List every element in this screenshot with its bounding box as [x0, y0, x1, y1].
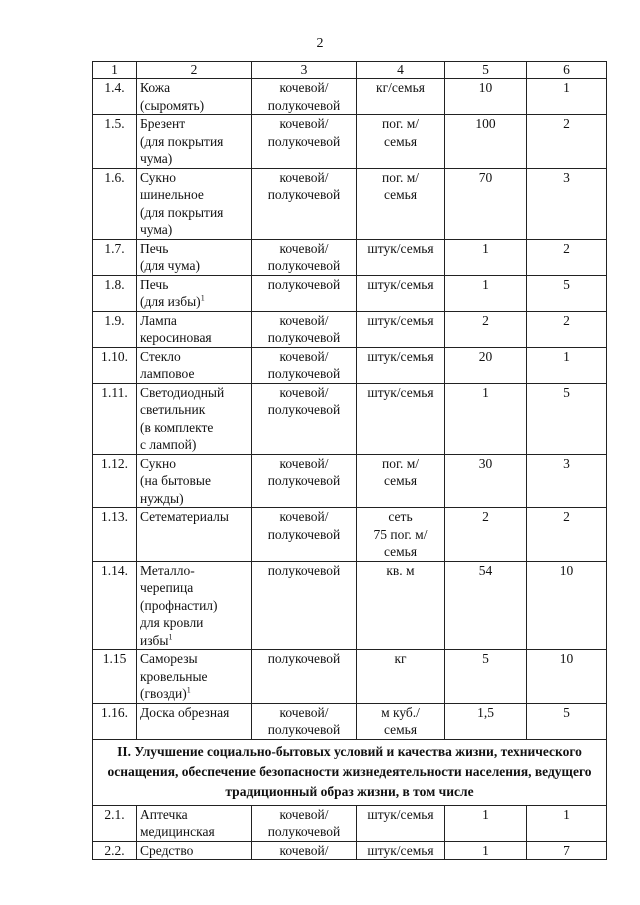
term-cell: 1 [527, 79, 607, 115]
lifestyle-type-cell [252, 561, 357, 650]
name-text: Аптечка [140, 806, 188, 822]
item-number-cell: 1.15 [93, 650, 137, 704]
quantity-cell: 54 [445, 561, 527, 650]
section-heading: II. Улучшение социально-бытовых условий и качества жизни, технического оснащения, обеспечение безопасности жизнедеятельности населения, ведущего традиционный образ жизни, в том числе [93, 739, 607, 805]
table-header-row [93, 62, 607, 79]
table-row [93, 168, 607, 239]
lifestyle-type-cell [252, 239, 357, 275]
term-cell: 1 [527, 805, 607, 841]
unit-line [360, 312, 441, 330]
unit-text: штук/семья [367, 806, 434, 822]
name-line [140, 685, 248, 703]
type-line [255, 79, 353, 97]
table-row [93, 311, 607, 347]
name-line [140, 312, 248, 330]
name-line [140, 97, 248, 115]
unit-line [360, 186, 441, 204]
page-number: 2 [316, 36, 324, 51]
lifestyle-type-cell [252, 79, 357, 115]
name-line [140, 508, 248, 526]
name-line [140, 842, 248, 860]
name-text: Сетематериалы [140, 509, 229, 524]
name-text: (для покрытия [140, 204, 224, 220]
item-name-cell [137, 275, 252, 311]
quantity-cell: 20 [445, 347, 527, 383]
lifestyle-type-cell [252, 454, 357, 508]
type-text: полукочевой [267, 276, 341, 292]
item-number-cell: 1.14. [93, 561, 137, 650]
type-text: полукочевой [267, 258, 341, 273]
item-number-cell: 1.13. [93, 508, 137, 562]
item-number-cell: 1.5. [93, 115, 137, 169]
header-cell: 6 [527, 62, 607, 79]
unit-text: семья [383, 187, 418, 202]
table-row [93, 275, 607, 311]
quantity-cell: 2 [445, 311, 527, 347]
quantity-cell: 1,5 [445, 703, 527, 739]
type-text: кочевой/ [279, 704, 329, 720]
name-line [140, 614, 248, 632]
type-line [255, 562, 353, 580]
unit-line [360, 721, 441, 739]
term-cell: 5 [527, 703, 607, 739]
term-cell: 1 [527, 347, 607, 383]
unit-text: штук/семья [367, 276, 434, 292]
term-cell: 2 [527, 115, 607, 169]
name-line [140, 240, 248, 258]
unit-line [360, 348, 441, 366]
name-text: (на бытовые [140, 473, 211, 488]
type-line [255, 133, 353, 151]
item-number-cell: 1.8. [93, 275, 137, 311]
table-row [93, 239, 607, 275]
name-text: Печь [140, 240, 169, 256]
item-name-cell [137, 650, 252, 704]
name-line [140, 597, 248, 615]
name-line [140, 348, 248, 366]
quantity-cell: 30 [445, 454, 527, 508]
quantity-cell: 1 [445, 805, 527, 841]
name-line [140, 221, 248, 239]
item-name-cell [137, 239, 252, 275]
name-line [140, 401, 248, 419]
unit-text: пог. м/ [381, 116, 420, 131]
item-name-cell [137, 168, 252, 239]
item-name-cell [137, 311, 252, 347]
type-line [255, 312, 353, 330]
lifestyle-type-cell [252, 805, 357, 841]
unit-cell [357, 168, 445, 239]
type-line [255, 842, 353, 860]
type-line [255, 384, 353, 402]
name-text: (сыромять) [140, 97, 205, 113]
table-row [93, 115, 607, 169]
item-number-cell: 1.9. [93, 311, 137, 347]
name-line [140, 257, 248, 275]
header-cell: 4 [357, 62, 445, 79]
type-text: полукочевой [267, 187, 341, 202]
name-text: светильник [140, 402, 206, 417]
unit-cell [357, 347, 445, 383]
unit-text: семья [383, 473, 418, 488]
name-line [140, 668, 248, 686]
type-line [255, 97, 353, 115]
unit-cell [357, 454, 445, 508]
footnote-mark: 1 [186, 685, 191, 695]
type-text: кочевой/ [279, 312, 329, 328]
name-line [140, 169, 248, 187]
name-line [140, 133, 248, 151]
name-text: Брезент [140, 116, 186, 131]
unit-line [360, 704, 441, 722]
name-line [140, 704, 248, 722]
table-row [93, 383, 607, 454]
section-heading-row [93, 739, 607, 805]
type-text: полукочевой [267, 330, 341, 345]
type-text: полукочевой [267, 651, 341, 666]
type-line [255, 472, 353, 490]
unit-cell [357, 561, 445, 650]
lifestyle-type-cell [252, 311, 357, 347]
name-text: Светодиодный [140, 384, 225, 400]
item-number-cell: 1.12. [93, 454, 137, 508]
lifestyle-type-cell [252, 347, 357, 383]
unit-line [360, 562, 441, 580]
norms-table [92, 61, 607, 860]
header-cell: 1 [93, 62, 137, 79]
item-name-cell [137, 508, 252, 562]
type-line [255, 650, 353, 668]
item-number-cell: 2.1. [93, 805, 137, 841]
name-text: Доска обрезная [140, 704, 230, 720]
type-text: полукочевой [267, 402, 341, 417]
unit-line [360, 806, 441, 824]
name-line [140, 115, 248, 133]
unit-text: сеть [388, 509, 413, 524]
name-text: керосиновая [140, 330, 212, 345]
type-line [255, 526, 353, 544]
type-line [255, 240, 353, 258]
term-cell: 5 [527, 383, 607, 454]
lifestyle-type-cell [252, 115, 357, 169]
item-name-cell [137, 805, 252, 841]
unit-cell [357, 115, 445, 169]
item-name-cell [137, 841, 252, 860]
name-line [140, 204, 248, 222]
unit-text: штук/семья [367, 240, 434, 256]
type-line [255, 806, 353, 824]
type-line [255, 348, 353, 366]
unit-cell [357, 841, 445, 860]
name-line [140, 455, 248, 473]
name-text: чума) [140, 151, 173, 166]
type-text: кочевой/ [279, 842, 329, 858]
type-line [255, 276, 353, 294]
unit-cell [357, 805, 445, 841]
quantity-cell: 1 [445, 275, 527, 311]
item-name-cell [137, 703, 252, 739]
unit-text: семья [383, 722, 418, 737]
name-text: (профнастил) [140, 597, 218, 613]
name-text: Металло- [140, 562, 195, 578]
name-text: медицинская [140, 824, 215, 839]
lifestyle-type-cell [252, 383, 357, 454]
item-number-cell: 1.16. [93, 703, 137, 739]
table-row [93, 650, 607, 704]
type-text: кочевой/ [279, 806, 329, 822]
unit-line [360, 169, 441, 187]
unit-text: штук/семья [367, 348, 434, 364]
name-text: избы [140, 632, 169, 648]
unit-text: кв. м [386, 562, 415, 578]
term-cell: 3 [527, 168, 607, 239]
table-row [93, 703, 607, 739]
item-number-cell: 1.11. [93, 383, 137, 454]
name-text: Сукно [140, 169, 176, 185]
term-cell: 10 [527, 650, 607, 704]
unit-text: пог. м/ [381, 169, 420, 185]
unit-cell [357, 383, 445, 454]
unit-line [360, 384, 441, 402]
name-text: (в комплекте [140, 419, 214, 435]
unit-cell [357, 275, 445, 311]
name-text: с лампой) [140, 437, 197, 452]
unit-line [360, 455, 441, 473]
table-row [93, 805, 607, 841]
type-text: полукочевой [267, 473, 341, 488]
unit-text: штук/семья [367, 842, 434, 858]
name-line [140, 293, 248, 311]
item-name-cell [137, 115, 252, 169]
quantity-cell: 1 [445, 239, 527, 275]
unit-cell [357, 311, 445, 347]
name-text: чума) [140, 222, 173, 237]
name-line [140, 384, 248, 402]
lifestyle-type-cell [252, 168, 357, 239]
name-line [140, 632, 248, 650]
item-number-cell: 1.6. [93, 168, 137, 239]
unit-line [360, 650, 441, 668]
type-line [255, 115, 353, 133]
name-line [140, 579, 248, 597]
name-text: Сукно [140, 455, 176, 471]
type-line [255, 704, 353, 722]
item-number-cell: 1.7. [93, 239, 137, 275]
name-line [140, 562, 248, 580]
lifestyle-type-cell [252, 703, 357, 739]
type-line [255, 401, 353, 419]
quantity-cell: 1 [445, 383, 527, 454]
item-name-cell [137, 383, 252, 454]
unit-text: штук/семья [367, 312, 434, 328]
type-text: кочевой/ [279, 80, 329, 95]
quantity-cell: 2 [445, 508, 527, 562]
item-name-cell [137, 79, 252, 115]
unit-cell [357, 703, 445, 739]
unit-line [360, 543, 441, 561]
unit-line [360, 240, 441, 258]
table-row [93, 841, 607, 860]
unit-text: пог. м/ [381, 455, 420, 471]
lifestyle-type-cell [252, 841, 357, 860]
type-text: кочевой/ [279, 509, 329, 524]
unit-line [360, 472, 441, 490]
name-text: (для покрытия [140, 133, 224, 149]
name-text: (для чума) [140, 258, 200, 273]
name-text: (для избы) [140, 294, 201, 309]
lifestyle-type-cell [252, 508, 357, 562]
table-row [93, 347, 607, 383]
term-cell: 2 [527, 508, 607, 562]
footnote-mark: 1 [168, 632, 173, 641]
type-text: полукочевой [267, 562, 341, 578]
term-cell: 3 [527, 454, 607, 508]
unit-text: семья [383, 544, 418, 559]
unit-cell [357, 650, 445, 704]
header-cell: 5 [445, 62, 527, 79]
name-line [140, 276, 248, 294]
name-line [140, 186, 248, 204]
term-cell: 5 [527, 275, 607, 311]
type-line [255, 508, 353, 526]
name-text: Стекло [140, 348, 181, 364]
type-text: полукочевой [267, 97, 341, 113]
name-text: черепица [140, 580, 194, 595]
name-text: (гвозди) [140, 686, 187, 701]
name-text: для кровли [140, 615, 204, 630]
quantity-cell: 70 [445, 168, 527, 239]
unit-text: штук/семья [367, 384, 434, 400]
type-text: полукочевой [267, 722, 341, 737]
quantity-cell: 5 [445, 650, 527, 704]
unit-text: кг/семья [376, 80, 425, 95]
name-line [140, 472, 248, 490]
item-name-cell [137, 347, 252, 383]
type-text: кочевой/ [279, 455, 329, 471]
type-line [255, 329, 353, 347]
name-text: кровельные [140, 668, 208, 684]
item-name-cell [137, 454, 252, 508]
name-line [140, 150, 248, 168]
type-line [255, 823, 353, 841]
term-cell: 10 [527, 561, 607, 650]
table-row [93, 561, 607, 650]
unit-line [360, 276, 441, 294]
type-text: полукочевой [267, 824, 341, 839]
type-line [255, 169, 353, 187]
unit-text: кг [394, 651, 407, 666]
term-cell: 2 [527, 311, 607, 347]
type-line [255, 455, 353, 473]
name-text: ламповое [140, 366, 195, 381]
unit-line [360, 526, 441, 544]
type-text: кочевой/ [279, 116, 329, 131]
quantity-cell: 1 [445, 841, 527, 860]
unit-line [360, 133, 441, 151]
quantity-cell: 10 [445, 79, 527, 115]
name-line [140, 490, 248, 508]
lifestyle-type-cell [252, 275, 357, 311]
item-number-cell: 1.10. [93, 347, 137, 383]
header-cell: 3 [252, 62, 357, 79]
term-cell: 2 [527, 239, 607, 275]
unit-cell [357, 239, 445, 275]
name-line [140, 329, 248, 347]
table-row [93, 454, 607, 508]
name-line [140, 419, 248, 437]
table-row [93, 79, 607, 115]
name-line [140, 365, 248, 383]
unit-line [360, 508, 441, 526]
unit-text: 75 пог. м/ [373, 526, 428, 542]
name-text: нужды) [140, 490, 184, 506]
type-line [255, 365, 353, 383]
type-text: кочевой/ [279, 169, 329, 185]
unit-cell [357, 508, 445, 562]
type-line [255, 721, 353, 739]
type-text: кочевой/ [279, 348, 329, 364]
type-line [255, 257, 353, 275]
type-text: полукочевой [267, 133, 341, 149]
name-text: Саморезы [140, 651, 198, 666]
unit-text: м куб./ [381, 704, 420, 720]
unit-line [360, 842, 441, 860]
unit-text: семья [383, 133, 418, 149]
name-line [140, 823, 248, 841]
type-text: кочевой/ [279, 240, 329, 256]
type-text: полукочевой [267, 526, 341, 542]
name-line [140, 436, 248, 454]
name-line [140, 806, 248, 824]
name-line [140, 650, 248, 668]
type-text: полукочевой [267, 366, 341, 381]
quantity-cell: 100 [445, 115, 527, 169]
name-text: Лампа [140, 312, 177, 328]
header-cell: 2 [137, 62, 252, 79]
type-text: кочевой/ [279, 384, 329, 400]
footnote-mark: 1 [200, 293, 205, 303]
unit-cell [357, 79, 445, 115]
unit-line [360, 79, 441, 97]
item-number-cell: 2.2. [93, 841, 137, 860]
table-row [93, 508, 607, 562]
name-text: Кожа [140, 80, 171, 95]
name-text: Печь [140, 276, 169, 292]
name-text: Средство [140, 842, 194, 858]
item-number-cell: 1.4. [93, 79, 137, 115]
term-cell: 7 [527, 841, 607, 860]
lifestyle-type-cell [252, 650, 357, 704]
name-line [140, 79, 248, 97]
unit-line [360, 115, 441, 133]
item-name-cell [137, 561, 252, 650]
type-line [255, 186, 353, 204]
name-text: шинельное [140, 187, 204, 202]
